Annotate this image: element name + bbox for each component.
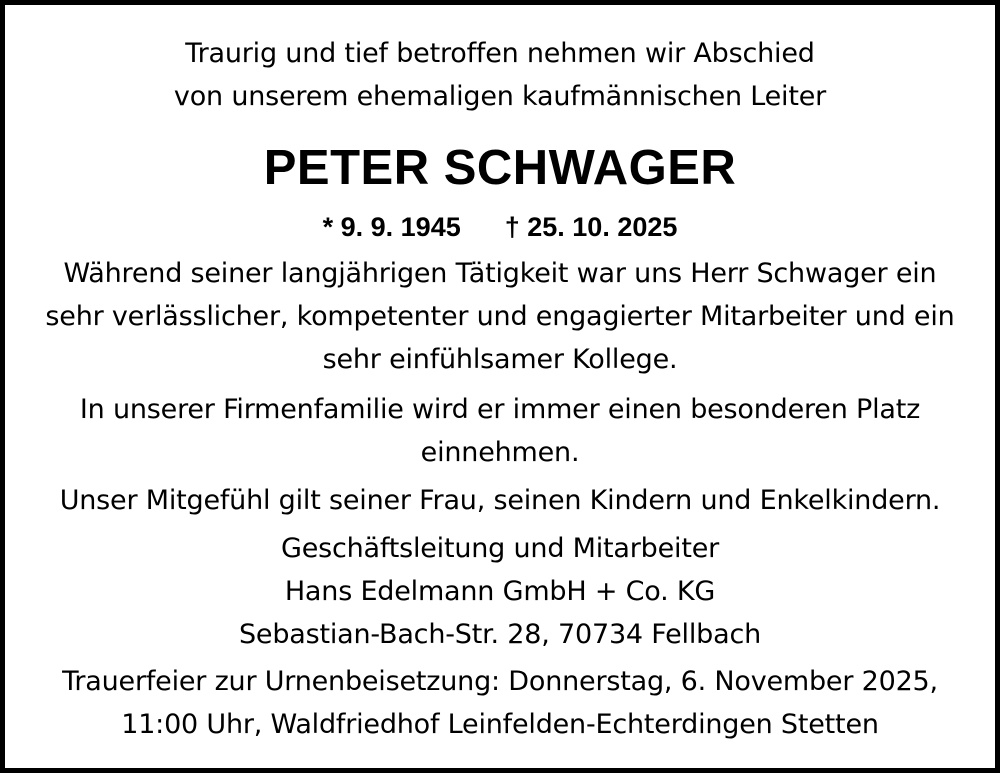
- funeral-line-1: Trauerfeier zur Urnenbeisetzung: Donnerstag, 6. November 2025,: [62, 666, 938, 697]
- birth-date: * 9. 9. 1945: [322, 212, 461, 242]
- remembrance-line-2: einnehmen.: [420, 437, 580, 468]
- life-dates: [5, 209, 995, 245]
- intro-line-2: von unserem ehemaligen kaufmännischen Leiter: [173, 81, 827, 112]
- remembrance-line-1: In unserer Firmenfamilie wird er immer einen besonderen Platz: [79, 394, 921, 425]
- intro-line-1: Traurig und tief betroffen nehmen wir Abschied: [185, 38, 815, 69]
- sender-company: Hans Edelmann GmbH + Co. KG: [284, 576, 716, 607]
- tribute-line-1: Während seiner langjährigen Tätigkeit war uns Herr Schwager ein: [63, 258, 937, 289]
- funeral-line-2: 11:00 Uhr, Waldfriedhof Leinfelden-Echterdingen Stetten: [121, 709, 879, 740]
- deceased-name: PETER SCHWAGER: [263, 141, 737, 195]
- tribute-line-3: sehr einfühlsamer Kollege.: [322, 344, 678, 375]
- condolence-line: Unser Mitgefühl gilt seiner Frau, seinen Kindern und Enkelkindern.: [59, 485, 941, 516]
- death-date: † 25. 10. 2025: [504, 212, 678, 242]
- sender-address: Sebastian-Bach-Str. 28, 70734 Fellbach: [238, 619, 761, 650]
- obituary-content: [5, 0, 995, 773]
- tribute-line-2: sehr verlässlicher, kompetenter und engagierter Mitarbeiter und ein: [45, 301, 955, 332]
- sender-line: Geschäftsleitung und Mitarbeiter: [280, 533, 720, 564]
